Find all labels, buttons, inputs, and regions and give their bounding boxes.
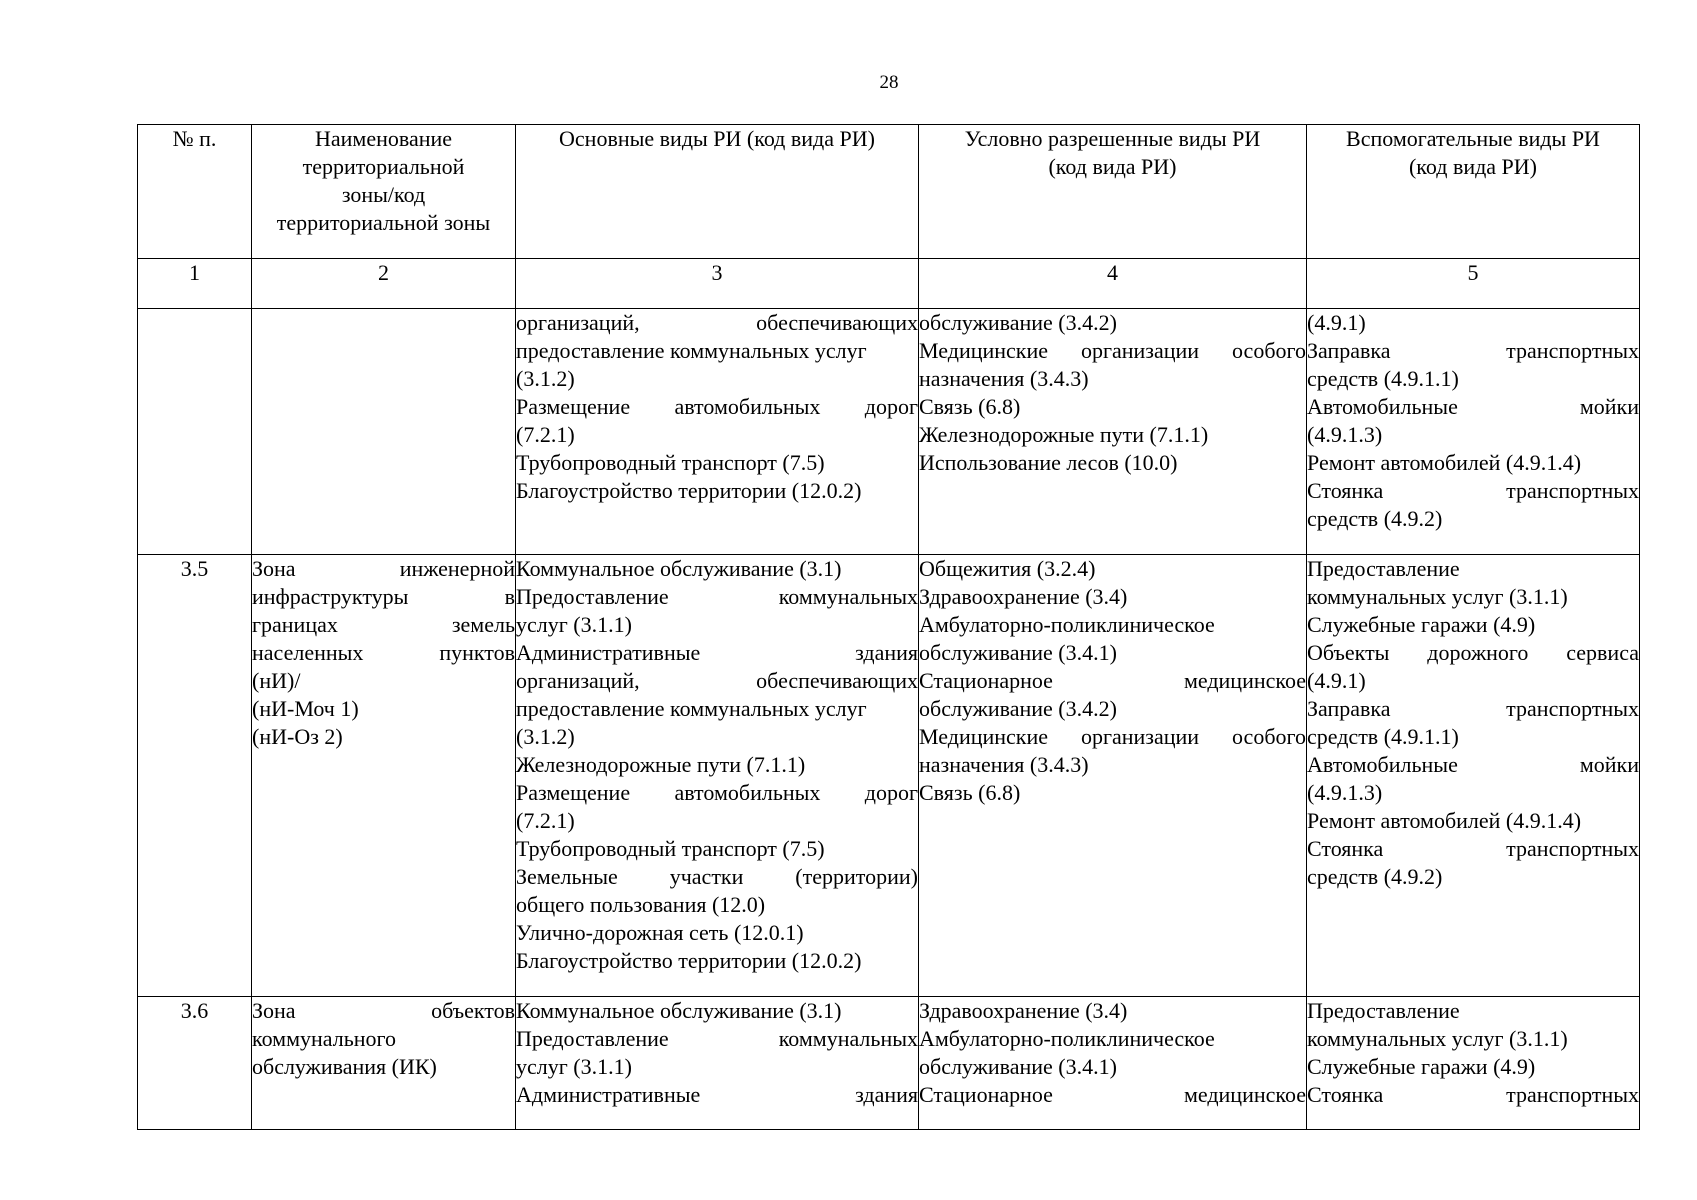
table-row [138, 555, 1640, 997]
cell-line [516, 337, 918, 365]
cell-line [1307, 1053, 1639, 1081]
cell-line [252, 997, 515, 1025]
cell-text: Служебные гаражи (4.9) [1307, 1054, 1536, 1079]
cell-line [252, 723, 515, 751]
cell-text: Улично-дорожная сеть (12.0.1) [516, 920, 804, 945]
cell-text: Медицинские [919, 338, 1049, 363]
header-line: (код вида РИ) [1048, 154, 1177, 179]
cell-line [516, 365, 918, 393]
cell-text: Амбулаторно-поликлиническое [919, 1026, 1215, 1051]
cell-text: Здравоохранение (3.4) [919, 584, 1128, 609]
cell-text: обеспечивающих [756, 668, 918, 693]
conditional-uses-cell [919, 997, 1307, 1130]
cell-text: (3.1.2) [516, 724, 575, 749]
header-number [138, 125, 252, 259]
cell-text: Коммунальное обслуживание (3.1) [516, 998, 842, 1023]
cell-line [919, 611, 1306, 639]
cell-text: Зона [252, 998, 296, 1023]
cell-line [516, 611, 918, 639]
cell-text: (территории) [795, 864, 918, 889]
row-number: 3.5 [138, 555, 252, 997]
cell-line [1307, 583, 1639, 611]
header-line: территориальной [302, 154, 465, 179]
cell-text: Здравоохранение (3.4) [919, 998, 1128, 1023]
cell-text: обслуживание (3.4.1) [919, 640, 1117, 665]
cell-text: коммунального [252, 1026, 396, 1051]
cell-text: коммунальных [778, 584, 918, 609]
cell-text: границах [252, 612, 338, 637]
header-conditional-uses [919, 125, 1307, 259]
cell-line [516, 723, 918, 751]
row-number [138, 309, 252, 555]
cell-text: Автомобильные [1307, 394, 1458, 419]
column-number: 2 [252, 259, 516, 309]
cell-line [516, 449, 918, 477]
cell-text: Автомобильные [1307, 752, 1458, 777]
cell-line [1307, 421, 1639, 449]
cell-line [1307, 449, 1639, 477]
cell-line [516, 779, 918, 807]
header-line: территориальной зоны [276, 210, 491, 235]
cell-text: (нИ-Оз 2) [252, 724, 343, 749]
cell-line [919, 695, 1306, 723]
cell-text: Ремонт автомобилей (4.9.1.4) [1307, 450, 1582, 475]
cell-line [516, 751, 918, 779]
cell-text: Предоставление [516, 1026, 669, 1051]
cell-text: обслуживание (3.4.2) [919, 310, 1117, 335]
cell-line [1307, 365, 1639, 393]
cell-text: Медицинские [919, 724, 1049, 749]
cell-text: Благоустройство территории (12.0.2) [516, 478, 862, 503]
cell-text: инженерной [399, 556, 515, 581]
cell-line [1307, 997, 1639, 1025]
cell-line [516, 477, 918, 505]
cell-text: сервиса [1566, 640, 1639, 665]
cell-text: Общежития (3.2.4) [919, 556, 1096, 581]
cell-line [1307, 863, 1639, 891]
header-row [138, 125, 1640, 259]
cell-text: здания [855, 640, 918, 665]
cell-line [919, 555, 1306, 583]
cell-text: коммунальных услуг (3.1.1) [1307, 584, 1568, 609]
table-row [138, 309, 1640, 555]
cell-line [919, 1053, 1306, 1081]
cell-text: общего пользования (12.0) [516, 892, 766, 917]
cell-line [516, 1053, 918, 1081]
cell-text: (3.1.2) [516, 366, 575, 391]
cell-text: (4.9.1.3) [1307, 780, 1383, 805]
cell-line [1307, 695, 1639, 723]
cell-line [252, 639, 515, 667]
cell-text: обеспечивающих [756, 310, 918, 335]
cell-line [919, 393, 1306, 421]
cell-line [516, 1025, 918, 1053]
cell-text: объектов [431, 998, 515, 1023]
cell-text: Железнодорожные пути (7.1.1) [516, 752, 806, 777]
zone-name-cell [252, 555, 516, 997]
cell-text: организаций, [516, 310, 640, 335]
cell-text: Стоянка [1307, 478, 1384, 503]
cell-line [919, 1081, 1306, 1109]
cell-text: средств (4.9.1.1) [1307, 724, 1459, 749]
cell-line [516, 863, 918, 891]
cell-text: услуг (3.1.1) [516, 1054, 632, 1079]
cell-text: (нИ)/ [252, 668, 301, 693]
cell-line [1307, 555, 1639, 583]
cell-text: транспортных [1506, 478, 1639, 503]
cell-line [252, 555, 515, 583]
cell-text: транспортных [1506, 696, 1639, 721]
cell-text: Размещение [516, 394, 631, 419]
cell-text: средств (4.9.2) [1307, 864, 1443, 889]
cell-text: земель [451, 612, 515, 637]
cell-line [516, 807, 918, 835]
cell-text: автомобильных [674, 394, 821, 419]
cell-line [516, 309, 918, 337]
cell-line [516, 695, 918, 723]
header-main-uses [516, 125, 919, 259]
cell-text: (4.9.1) [1307, 310, 1366, 335]
cell-line [1307, 751, 1639, 779]
cell-text: транспортных [1506, 338, 1639, 363]
cell-text: Предоставление [1307, 998, 1460, 1023]
zone-name-cell [252, 997, 516, 1130]
cell-line [1307, 723, 1639, 751]
cell-text: (7.2.1) [516, 422, 575, 447]
cell-text: Предоставление [1307, 556, 1460, 581]
zoning-table [137, 124, 1640, 1130]
cell-line [252, 1025, 515, 1053]
cell-text: дорог [864, 394, 918, 419]
cell-line [516, 583, 918, 611]
cell-line [516, 947, 918, 975]
cell-line [516, 639, 918, 667]
cell-text: Использование лесов (10.0) [919, 450, 1178, 475]
cell-text: (7.2.1) [516, 808, 575, 833]
cell-text: особого [1232, 724, 1306, 749]
cell-text: Предоставление [516, 584, 669, 609]
cell-text: обслуживание (3.4.1) [919, 1054, 1117, 1079]
column-number: 4 [919, 259, 1307, 309]
main-uses-cell [516, 997, 919, 1130]
cell-text: медицинское [1183, 1082, 1306, 1107]
cell-text: Связь (6.8) [919, 780, 1021, 805]
cell-line [1307, 835, 1639, 863]
main-uses-cell [516, 309, 919, 555]
cell-text: услуг (3.1.1) [516, 612, 632, 637]
cell-text: Административные [516, 640, 701, 665]
cell-text: Связь (6.8) [919, 394, 1021, 419]
cell-text: Административные [516, 1082, 701, 1107]
cell-text: средств (4.9.1.1) [1307, 366, 1459, 391]
cell-text: медицинское [1183, 668, 1306, 693]
cell-line [252, 583, 515, 611]
cell-line [516, 1081, 918, 1109]
cell-text: предоставление коммунальных услуг [516, 696, 867, 721]
column-number: 3 [516, 259, 919, 309]
cell-text: Размещение [516, 780, 631, 805]
cell-text: Стационарное [919, 1082, 1053, 1107]
cell-line [1307, 393, 1639, 421]
cell-text: (нИ-Моч 1) [252, 696, 359, 721]
cell-line [1307, 1081, 1639, 1109]
cell-text: предоставление коммунальных услуг [516, 338, 867, 363]
header-number-text: № п. [172, 126, 217, 151]
cell-line [1307, 505, 1639, 533]
cell-line [516, 555, 918, 583]
cell-text: здания [855, 1082, 918, 1107]
header-line: (код вида РИ) [1408, 154, 1538, 179]
cell-text: Заправка [1307, 696, 1391, 721]
cell-line [1307, 779, 1639, 807]
cell-text: мойки [1579, 752, 1639, 777]
cell-text: организации [1080, 338, 1200, 363]
cell-text: дорог [864, 780, 918, 805]
cell-text: коммунальных услуг (3.1.1) [1307, 1026, 1568, 1051]
cell-text: Трубопроводный транспорт (7.5) [516, 450, 825, 475]
header-line: Условно разрешенные виды РИ [964, 126, 1261, 151]
cell-line [516, 393, 918, 421]
header-zone-name [252, 125, 516, 259]
auxiliary-uses-cell [1307, 555, 1640, 997]
conditional-uses-cell [919, 309, 1307, 555]
cell-line [252, 611, 515, 639]
page-number: 28 [879, 72, 899, 93]
column-number-row [138, 259, 1640, 309]
cell-line [1307, 477, 1639, 505]
cell-text: дорожного [1427, 640, 1529, 665]
cell-text: Трубопроводный транспорт (7.5) [516, 836, 825, 861]
cell-text: (4.9.1.3) [1307, 422, 1383, 447]
cell-text: Объекты [1307, 640, 1390, 665]
cell-text: средств (4.9.2) [1307, 506, 1443, 531]
cell-text: особого [1232, 338, 1306, 363]
cell-line [1307, 611, 1639, 639]
cell-text: инфраструктуры [252, 584, 409, 609]
cell-line [919, 309, 1306, 337]
cell-text: Земельные [516, 864, 618, 889]
header-line: Вспомогательные виды РИ [1346, 126, 1600, 151]
cell-line [252, 667, 515, 695]
cell-line [516, 835, 918, 863]
cell-line [919, 365, 1306, 393]
cell-line [1307, 309, 1639, 337]
cell-line [1307, 667, 1639, 695]
cell-line [919, 997, 1306, 1025]
header-line: зоны/код [341, 182, 426, 207]
cell-line [516, 891, 918, 919]
cell-line [919, 723, 1306, 751]
cell-text: Благоустройство территории (12.0.2) [516, 948, 862, 973]
header-auxiliary-uses [1307, 125, 1640, 259]
cell-line [919, 449, 1306, 477]
column-number: 1 [138, 259, 252, 309]
cell-text: мойки [1579, 394, 1639, 419]
cell-text: Зона [252, 556, 296, 581]
conditional-uses-cell [919, 555, 1307, 997]
cell-line [919, 779, 1306, 807]
column-number: 5 [1307, 259, 1640, 309]
cell-line [516, 421, 918, 449]
cell-text: обслуживания (ИК) [252, 1054, 437, 1079]
cell-line [1307, 1025, 1639, 1053]
zone-name-cell [252, 309, 516, 555]
cell-line [516, 667, 918, 695]
cell-text: назначения (3.4.3) [919, 366, 1089, 391]
cell-text: населенных [252, 640, 364, 665]
cell-line [919, 337, 1306, 365]
cell-text: назначения (3.4.3) [919, 752, 1089, 777]
cell-line [516, 997, 918, 1025]
cell-text: Стоянка [1307, 1082, 1384, 1107]
row-number: 3.6 [138, 997, 252, 1130]
cell-text: автомобильных [674, 780, 821, 805]
cell-text: Служебные гаражи (4.9) [1307, 612, 1536, 637]
auxiliary-uses-cell [1307, 997, 1640, 1130]
cell-line [919, 583, 1306, 611]
header-line: Основные виды РИ (код вида РИ) [559, 126, 875, 151]
cell-line [1307, 337, 1639, 365]
cell-line [919, 421, 1306, 449]
cell-text: организации [1080, 724, 1200, 749]
cell-text: пунктов [439, 640, 515, 665]
cell-text: Коммунальное обслуживание (3.1) [516, 556, 842, 581]
cell-text: Амбулаторно-поликлиническое [919, 612, 1215, 637]
cell-text: (4.9.1) [1307, 668, 1366, 693]
cell-line [252, 1053, 515, 1081]
cell-line [1307, 807, 1639, 835]
cell-line [919, 667, 1306, 695]
cell-text: обслуживание (3.4.2) [919, 696, 1117, 721]
cell-text: Железнодорожные пути (7.1.1) [919, 422, 1209, 447]
table-row [138, 997, 1640, 1130]
cell-line [252, 695, 515, 723]
cell-text: организаций, [516, 668, 640, 693]
cell-line [919, 751, 1306, 779]
header-line: Наименование [314, 126, 453, 151]
cell-text: Стационарное [919, 668, 1053, 693]
cell-text: Ремонт автомобилей (4.9.1.4) [1307, 808, 1582, 833]
auxiliary-uses-cell [1307, 309, 1640, 555]
cell-line [919, 1025, 1306, 1053]
cell-text: коммунальных [778, 1026, 918, 1051]
cell-text: в [504, 584, 515, 609]
cell-text: участки [669, 864, 744, 889]
cell-text: транспортных [1506, 836, 1639, 861]
cell-text: Заправка [1307, 338, 1391, 363]
cell-line [919, 639, 1306, 667]
main-uses-cell [516, 555, 919, 997]
cell-text: транспортных [1506, 1082, 1639, 1107]
cell-text: Стоянка [1307, 836, 1384, 861]
cell-line [1307, 639, 1639, 667]
cell-line [516, 919, 918, 947]
